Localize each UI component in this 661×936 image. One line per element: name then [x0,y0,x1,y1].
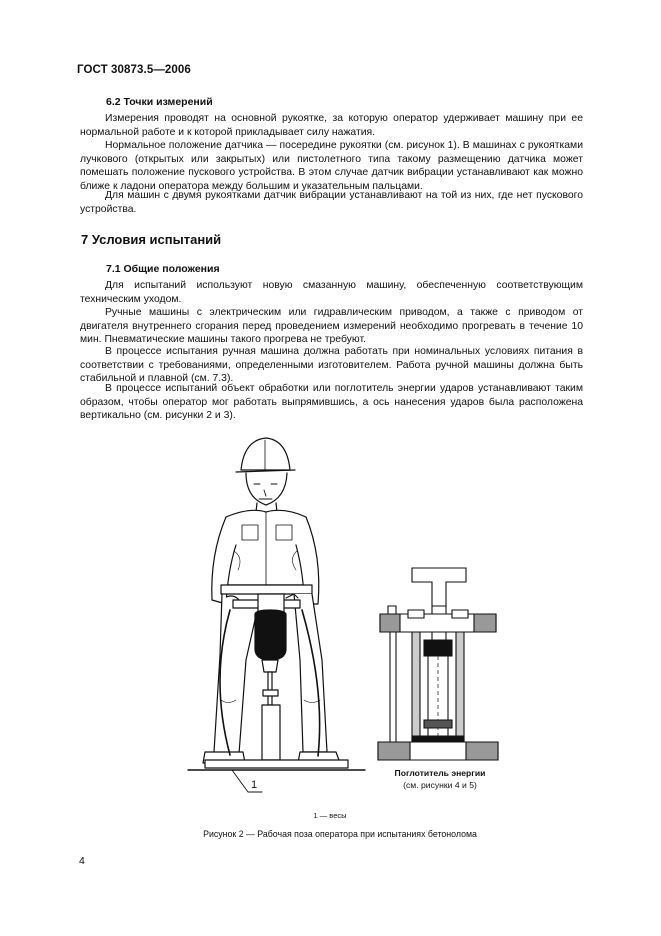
paragraph-text: Для машин с двумя рукоятками датчик вибрации устанавливают на той из них, где нет пускового устройства. [80,190,583,215]
figure-legend: 1 — весы [313,811,347,820]
belt [221,585,312,594]
callout-number: 1 [251,779,258,791]
absorber-reference: (см. рисунки 4 и 5) [403,780,477,790]
scale-platform [205,760,348,768]
page-number: 4 [79,855,85,867]
document-header: ГОСТ 30873.5—2006 [77,64,191,76]
subsection-7-1-title: 7.1 Общие положения [106,263,220,275]
paragraph-text: В процессе испытаний объект обработки или поглотитель энергии ударов устанавливают таким образом, чтобы оператор мог работать выпрямившись, а ось нанесения ударов была расположена вертикально (см. рисунки 2 и 3). [80,383,583,422]
paragraph-text: Для испытаний используют новую смазанную машину, обеспеченную соответствующим техническим уходом. [80,280,583,305]
paragraph-text: Ручные машины с электрическим или гидравлическим приводом, а также с приводом от двигателя внутреннего сгорания перед проведением измерений необходимо прогревать в течение 10 мин. Пневматические машины такого прогрева не требуют. [80,307,583,346]
hard-hat [241,438,290,470]
operator-head [246,473,287,505]
energy-absorber-stand [262,705,280,760]
breaker-body [255,610,286,660]
paragraph-text: Нормальное положение датчика — посередине рукоятки (см. рисунок 1). В машинах с рукоятками лучкового (открытых или закрытых) или пистолетного типа такому размещению датчика может помешать положение пускового устройства. В этом случае датчик вибрации устанавливают как можно ближе к ладони оператора между большим и указательным пальцами. [80,140,583,192]
section-7-title: 7 Условия испытаний [81,232,222,247]
absorber-title: Поглотитель энергии [394,768,486,778]
figure-caption: Рисунок 2 — Рабочая поза оператора при испытаниях бетонолома [203,829,477,839]
breaker-chisel [268,672,272,705]
energy-absorber-section [378,568,498,760]
paragraph-text: Измерения проводят на основной рукоятке, за которую оператор удерживает машину при ее нормальной работе и к которой прикладывает силу нажатия. [80,113,583,138]
paragraph-text: В процессе испытания ручная машина должна работать при номинальных условиях питания в соответствии с требованиями, определенными изготовителем. Работа ручной машины должна быть стабильной и плавной (см. 7.3). [80,346,583,385]
subsection-6-2-title: 6.2 Точки измерений [106,96,213,108]
right-leg [294,594,327,752]
